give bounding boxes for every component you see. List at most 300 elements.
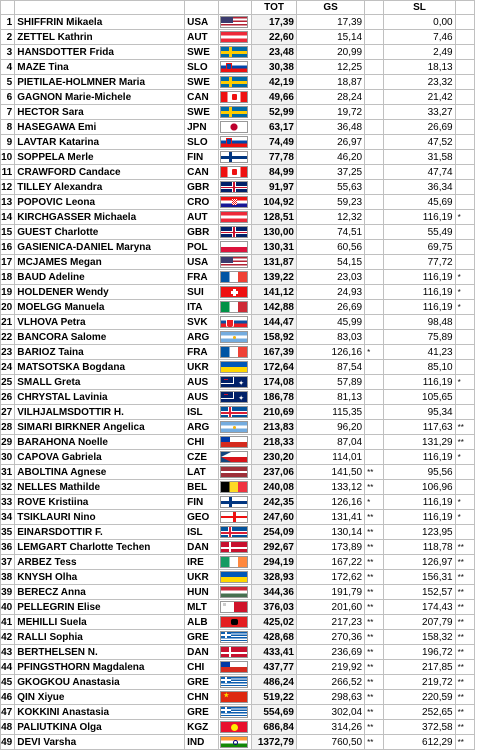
sl-mark: ** [455,570,474,585]
rank-cell: 40 [1,600,15,615]
country-code: CHI [185,435,219,450]
sl-mark [455,15,474,30]
flag-cell [218,30,252,45]
rank-cell: 37 [1,555,15,570]
sl-points: 118,78 [384,540,455,555]
isl-flag-icon [220,406,248,418]
swe-flag-icon [220,106,248,118]
athlete-name: HASEGAWA Emi [15,120,185,135]
country-code: IRE [185,555,219,570]
country-code: AUT [185,210,219,225]
flag-cell [218,15,252,30]
gs-mark: ** [365,600,384,615]
rank-cell: 22 [1,330,15,345]
sl-mark: * [455,285,474,300]
sl-points: 45,69 [384,195,455,210]
gs-points: 20,99 [296,45,364,60]
country-code: IND [185,735,219,750]
header-rank [1,1,15,15]
sl-points: 131,29 [384,435,455,450]
total-points: 142,88 [252,300,297,315]
rank-cell: 41 [1,615,15,630]
gs-mark [365,150,384,165]
flag-cell [218,405,252,420]
rank-cell: 36 [1,540,15,555]
rank-cell: 29 [1,435,15,450]
table-row [1,225,475,240]
country-code: CZE [185,450,219,465]
total-points: 104,92 [252,195,297,210]
flag-cell [218,255,252,270]
total-points: 167,39 [252,345,297,360]
table-row [1,120,475,135]
table-row [1,645,475,660]
rank-cell: 35 [1,525,15,540]
gs-points: 18,87 [296,75,364,90]
rank-cell: 48 [1,720,15,735]
flag-cell [218,45,252,60]
flag-cell [218,270,252,285]
rank-cell: 16 [1,240,15,255]
gs-points: 270,36 [296,630,364,645]
flag-cell [218,675,252,690]
mlt-flag-icon [220,601,248,613]
country-code: AUT [185,30,219,45]
gs-points: 26,69 [296,300,364,315]
sl-mark [455,405,474,420]
gs-mark [365,60,384,75]
flag-cell [218,60,252,75]
country-code: UKR [185,570,219,585]
country-code: FRA [185,270,219,285]
slo-flag-icon [220,136,248,148]
sl-points: 116,19 [384,450,455,465]
gs-points: 59,23 [296,195,364,210]
sl-points: 33,27 [384,105,455,120]
athlete-name: ARBEZ Tess [15,555,185,570]
gre-flag-icon [220,631,248,643]
usa-flag-icon [220,16,248,28]
athlete-name: TILLEY Alexandra [15,180,185,195]
athlete-name: SIMARI BIRKNER Angelica [15,420,185,435]
total-points: 247,60 [252,510,297,525]
gs-points: 115,35 [296,405,364,420]
gs-points: 83,03 [296,330,364,345]
athlete-name: GASIENICA-DANIEL Maryna [15,240,185,255]
gs-points: 23,03 [296,270,364,285]
table-row [1,285,475,300]
gs-points: 141,50 [296,465,364,480]
total-points: 52,99 [252,105,297,120]
table-row [1,360,475,375]
flag-cell [218,195,252,210]
gs-points: 81,13 [296,390,364,405]
header-gs: GS [296,1,364,15]
sl-points: 106,96 [384,480,455,495]
gs-points: 57,89 [296,375,364,390]
cze-flag-icon [220,451,248,463]
rank-cell: 12 [1,180,15,195]
table-row [1,165,475,180]
total-points: 130,31 [252,240,297,255]
jpn-flag-icon [220,121,248,133]
sl-points: 47,74 [384,165,455,180]
flag-cell [218,90,252,105]
sl-mark: ** [455,540,474,555]
swe-flag-icon [220,46,248,58]
country-code: ITA [185,300,219,315]
country-code: CHN [185,690,219,705]
table-row [1,180,475,195]
usa-flag-icon [220,256,248,268]
country-code: USA [185,255,219,270]
rank-cell: 46 [1,690,15,705]
sl-mark: * [455,270,474,285]
aus-flag-icon: ✦ [220,391,248,403]
athlete-name: ABOLTINA Agnese [15,465,185,480]
flag-cell [218,585,252,600]
total-points: 213,83 [252,420,297,435]
table-row [1,720,475,735]
gs-points: 760,50 [296,735,364,750]
gs-points: 130,14 [296,525,364,540]
total-points: 23,48 [252,45,297,60]
country-code: MLT [185,600,219,615]
gs-mark [365,210,384,225]
country-code: USA [185,15,219,30]
gre-flag-icon [220,676,248,688]
athlete-name: PELLEGRIN Elise [15,600,185,615]
total-points: 294,19 [252,555,297,570]
flag-cell [218,645,252,660]
ukr-flag-icon [220,571,248,583]
gs-mark: ** [365,555,384,570]
header-sl: SL [384,1,455,15]
sl-mark [455,180,474,195]
sl-points: 158,32 [384,630,455,645]
gs-points: 60,56 [296,240,364,255]
total-points: 328,93 [252,570,297,585]
total-points: 74,49 [252,135,297,150]
sl-points: 0,00 [384,15,455,30]
gs-points: 266,52 [296,675,364,690]
total-points: 230,20 [252,450,297,465]
athlete-name: GAGNON Marie-Michele [15,90,185,105]
athlete-name: MATSOTSKA Bogdana [15,360,185,375]
table-row [1,570,475,585]
sl-points: 95,34 [384,405,455,420]
gs-mark [365,240,384,255]
gs-mark [365,270,384,285]
table-row [1,270,475,285]
country-code: UKR [185,360,219,375]
gs-mark: ** [365,690,384,705]
country-code: CRO [185,195,219,210]
sl-points: 372,58 [384,720,455,735]
rank-cell: 24 [1,360,15,375]
total-points: 425,02 [252,615,297,630]
table-row [1,390,475,405]
total-points: 141,12 [252,285,297,300]
athlete-name: ROVE Kristiina [15,495,185,510]
gs-points: 236,69 [296,645,364,660]
gs-mark [365,180,384,195]
gs-mark [365,315,384,330]
gs-points: 46,20 [296,150,364,165]
gs-points: 126,16 [296,345,364,360]
sl-mark [455,315,474,330]
sl-points: 116,19 [384,285,455,300]
table-row [1,615,475,630]
gs-mark [365,360,384,375]
dan-flag-icon [220,646,248,658]
country-code: DAN [185,540,219,555]
rank-cell: 44 [1,660,15,675]
sl-mark [455,45,474,60]
gs-mark: ** [365,615,384,630]
athlete-name: DEVI Varsha [15,735,185,750]
rank-cell: 39 [1,585,15,600]
sl-mark [455,525,474,540]
flag-cell [218,450,252,465]
table-row [1,630,475,645]
country-code: GBR [185,180,219,195]
sl-mark [455,135,474,150]
table-row [1,195,475,210]
athlete-name: HANSDOTTER Frida [15,45,185,60]
flag-cell [218,630,252,645]
gs-points: 28,24 [296,90,364,105]
athlete-name: BARAHONA Noelle [15,435,185,450]
total-points: 486,24 [252,675,297,690]
header-name [15,1,185,15]
ind-flag-icon [220,736,248,748]
country-code: SVK [185,315,219,330]
fin-flag-icon [220,496,248,508]
athlete-name: HOLDENER Wendy [15,285,185,300]
hun-flag-icon [220,586,248,598]
sl-mark [455,465,474,480]
country-code: FRA [185,345,219,360]
table-row [1,45,475,60]
gs-points: 17,39 [296,15,364,30]
sl-mark: * [455,210,474,225]
gs-points: 172,62 [296,570,364,585]
total-points: 686,84 [252,720,297,735]
gs-points: 298,63 [296,690,364,705]
sl-mark: ** [455,630,474,645]
athlete-name: QIN Xiyue [15,690,185,705]
gs-mark [365,375,384,390]
gs-points: 201,60 [296,600,364,615]
gs-points: 24,93 [296,285,364,300]
table-row [1,150,475,165]
flag-cell [218,660,252,675]
sl-points: 207,79 [384,615,455,630]
sl-points: 41,23 [384,345,455,360]
sui-flag-icon [220,286,248,298]
total-points: 554,69 [252,705,297,720]
country-code: FIN [185,150,219,165]
sl-points: 98,48 [384,315,455,330]
athlete-name: CAPOVA Gabriela [15,450,185,465]
rank-cell: 30 [1,450,15,465]
gs-points: 26,97 [296,135,364,150]
country-code: SWE [185,75,219,90]
total-points: 428,68 [252,630,297,645]
gs-mark: ** [365,735,384,750]
table-row [1,60,475,75]
table-row [1,210,475,225]
country-code: JPN [185,120,219,135]
sl-points: 116,19 [384,375,455,390]
athlete-name: GUEST Charlotte [15,225,185,240]
cro-flag-icon [220,196,248,208]
table-row [1,675,475,690]
table-row [1,705,475,720]
sl-mark: * [455,450,474,465]
total-points: 186,78 [252,390,297,405]
total-points: 144,47 [252,315,297,330]
flag-cell [218,555,252,570]
total-points: 218,33 [252,435,297,450]
sl-points: 23,32 [384,75,455,90]
header-tot: TOT [252,1,297,15]
ire-flag-icon [220,556,248,568]
flag-cell [218,705,252,720]
athlete-name: LEMGART Charlotte Techen [15,540,185,555]
athlete-name: HECTOR Sara [15,105,185,120]
table-row [1,300,475,315]
sl-mark: ** [455,660,474,675]
athlete-name: BAUD Adeline [15,270,185,285]
athlete-name: GKOGKOU Anastasia [15,675,185,690]
sl-mark [455,120,474,135]
country-code: SWE [185,105,219,120]
rank-cell: 49 [1,735,15,750]
sl-points: 612,29 [384,735,455,750]
sl-mark [455,195,474,210]
table-row [1,735,475,750]
rank-cell: 10 [1,150,15,165]
sl-points: 26,69 [384,120,455,135]
gs-mark [365,195,384,210]
chi-flag-icon [220,436,248,448]
sl-points: 69,75 [384,240,455,255]
sl-mark [455,75,474,90]
flag-cell [218,105,252,120]
sl-points: 77,72 [384,255,455,270]
athlete-name: KNYSH Olha [15,570,185,585]
gs-points: 12,25 [296,60,364,75]
table-row [1,585,475,600]
can-flag-icon [220,166,248,178]
gs-mark [365,405,384,420]
sl-mark [455,105,474,120]
gs-mark [365,435,384,450]
sl-mark: ** [455,705,474,720]
country-code: CAN [185,90,219,105]
sl-points: 95,56 [384,465,455,480]
gs-points: 74,51 [296,225,364,240]
sl-points: 31,58 [384,150,455,165]
sl-points: 7,46 [384,30,455,45]
rank-cell: 47 [1,705,15,720]
gs-mark [365,390,384,405]
country-code: GRE [185,705,219,720]
flag-cell [218,690,252,705]
geo-flag-icon [220,511,248,523]
gs-mark [365,300,384,315]
country-code: KGZ [185,720,219,735]
country-code: AUS [185,390,219,405]
rank-cell: 17 [1,255,15,270]
gs-mark: ** [365,660,384,675]
total-points: 139,22 [252,270,297,285]
gs-points: 114,01 [296,450,364,465]
country-code: HUN [185,585,219,600]
sl-points: 116,19 [384,300,455,315]
gre-flag-icon [220,706,248,718]
can-flag-icon [220,91,248,103]
sl-mark [455,30,474,45]
sl-mark [455,360,474,375]
rank-cell: 3 [1,45,15,60]
flag-cell [218,285,252,300]
gs-mark [365,105,384,120]
country-code: GRE [185,675,219,690]
sl-mark: ** [455,615,474,630]
rank-cell: 26 [1,390,15,405]
sl-points: 116,19 [384,495,455,510]
total-points: 22,60 [252,30,297,45]
flag-cell [218,570,252,585]
sl-mark [455,150,474,165]
athlete-name: LAVTAR Katarina [15,135,185,150]
country-code: CHI [185,660,219,675]
rank-cell: 6 [1,90,15,105]
aut-flag-icon [220,31,248,43]
total-points: 30,38 [252,60,297,75]
fra-flag-icon [220,271,248,283]
table-row [1,480,475,495]
athlete-name: POPOVIC Leona [15,195,185,210]
table-row [1,345,475,360]
total-points: 49,66 [252,90,297,105]
sl-mark: ** [455,600,474,615]
country-code: POL [185,240,219,255]
swe-flag-icon [220,76,248,88]
gs-mark: ** [365,465,384,480]
gs-points: 217,23 [296,615,364,630]
alb-flag-icon [220,616,248,628]
table-row [1,660,475,675]
country-code: GRE [185,630,219,645]
gs-mark [365,75,384,90]
flag-cell [218,420,252,435]
athlete-name: MEHILLI Suela [15,615,185,630]
total-points: 158,92 [252,330,297,345]
sl-points: 85,10 [384,360,455,375]
total-points: 437,77 [252,660,297,675]
gs-mark [365,135,384,150]
country-code: ARG [185,420,219,435]
gbr-flag-icon [220,226,248,238]
table-row [1,450,475,465]
sl-points: 220,59 [384,690,455,705]
sl-points: 174,43 [384,600,455,615]
sl-points: 252,65 [384,705,455,720]
